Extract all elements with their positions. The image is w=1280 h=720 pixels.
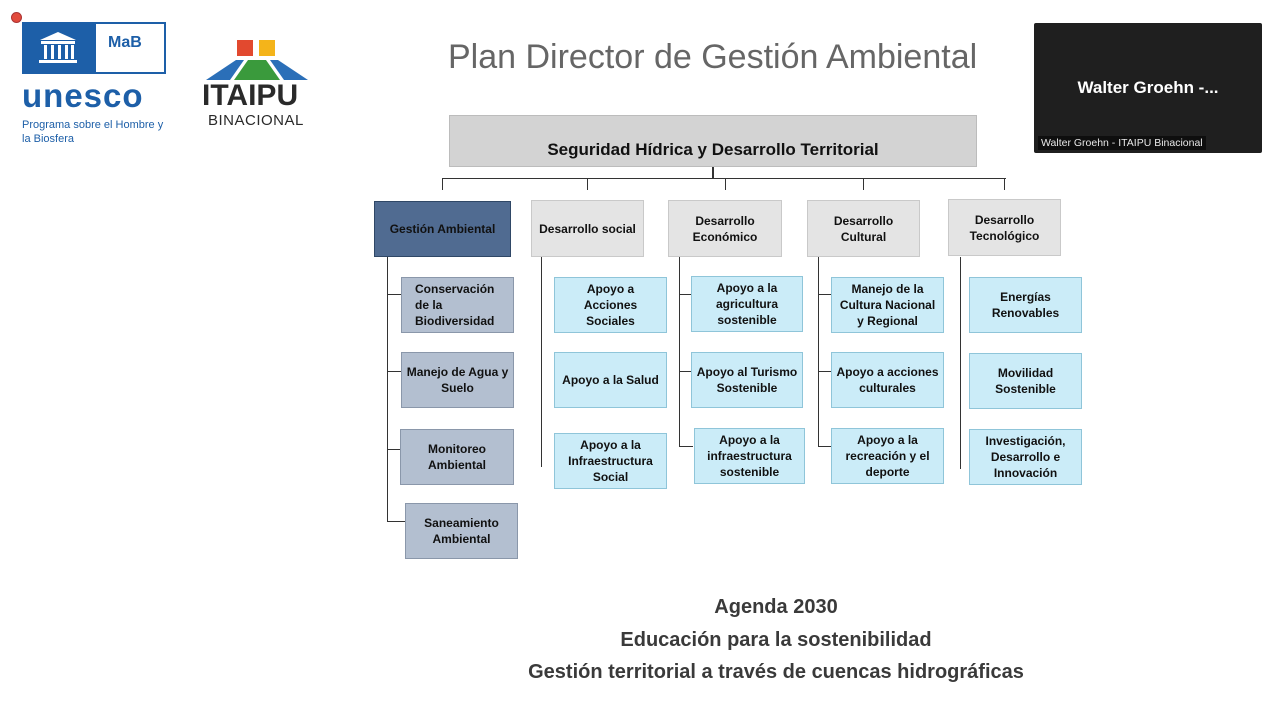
unesco-wordmark: unesco (22, 77, 144, 114)
connector-col-1-child-1 (387, 294, 401, 295)
connector-col-1 (442, 178, 443, 190)
itaipu-wordmark: ITAIPU (202, 79, 299, 112)
org-child-box: Saneamiento Ambiental (405, 503, 518, 559)
connector-col-4-trunk (818, 257, 819, 447)
connector-bus (442, 178, 1006, 179)
participant-video-tile[interactable] (1034, 23, 1262, 153)
footer-territorial: Gestión territorial a través de cuencas hidrográficas (528, 661, 1024, 683)
connector-col-2-trunk (541, 257, 542, 467)
org-child-box: Energías Renovables (969, 277, 1082, 333)
org-child-box: Movilidad Sostenible (969, 353, 1082, 409)
org-head-desarrollo-economico: Desarrollo Económico (668, 200, 782, 257)
unesco-temple-icon (22, 22, 94, 74)
participant-caption: Walter Groehn - ITAIPU Binacional (1038, 136, 1206, 150)
org-child-box: Apoyo a la agricultura sostenible (691, 276, 803, 332)
org-child-box: Apoyo al Turismo Sostenible (691, 352, 803, 408)
temple-icon (24, 24, 92, 72)
connector-root (712, 167, 714, 178)
slide-title: Plan Director de Gestión Ambiental (448, 38, 978, 76)
connector-col-3-child-1 (679, 294, 691, 295)
org-root-box: Seguridad Hídrica y Desarrollo Territorial (449, 115, 977, 167)
connector-col-2 (587, 178, 588, 190)
org-child-box: Apoyo a la Salud (554, 352, 667, 408)
recording-indicator-icon (11, 12, 22, 23)
org-child-box: Apoyo a la recreación y el deporte (831, 428, 944, 484)
org-child-box: Conservación de la Biodiversidad (401, 277, 514, 333)
connector-col-1-trunk (387, 257, 388, 522)
org-head-desarrollo-cultural: Desarrollo Cultural (807, 200, 920, 257)
mab-text: MaB (108, 34, 142, 51)
footer-agenda: Agenda 2030 (714, 596, 838, 618)
itaipu-logo (200, 38, 314, 130)
unesco-subtitle: Programa sobre el Hombre y la Biosfera (22, 119, 164, 145)
org-child-box: Apoyo a la Infraestructura Social (554, 433, 667, 489)
participant-name: Walter Groehn -... (1077, 78, 1219, 97)
connector-col-1-child-3 (387, 449, 401, 450)
connector-col-4-child-2 (818, 371, 831, 372)
connector-col-5-trunk (960, 257, 961, 469)
org-child-box: Apoyo a acciones culturales (831, 352, 944, 408)
itaipu-subtitle: BINACIONAL (208, 112, 304, 129)
org-child-box: Apoyo a la infraestructura sostenible (694, 428, 805, 484)
mab-logo (94, 22, 166, 74)
connector-col-3-trunk (679, 257, 680, 447)
connector-col-3-child-2 (679, 371, 691, 372)
footer-education: Educación para la sostenibilidad (620, 629, 932, 651)
org-head-desarrollo-social: Desarrollo social (531, 200, 644, 257)
connector-col-1-child-4 (387, 521, 405, 522)
connector-col-3-child-3 (679, 446, 693, 447)
org-child-box: Manejo de Agua y Suelo (401, 352, 514, 408)
connector-col-4-child-1 (818, 294, 831, 295)
connector-col-3 (725, 178, 726, 190)
org-child-box: Monitoreo Ambiental (400, 429, 514, 485)
itaipu-emblem-icon (200, 38, 314, 82)
unesco-logo (22, 22, 168, 148)
connector-col-4 (863, 178, 864, 190)
org-head-gestion-ambiental: Gestión Ambiental (374, 201, 511, 257)
connector-col-4-child-3 (818, 446, 831, 447)
org-head-desarrollo-tecnologico: Desarrollo Tecnológico (948, 199, 1061, 256)
org-child-box: Apoyo a Acciones Sociales (554, 277, 667, 333)
connector-col-5 (1004, 178, 1005, 190)
org-child-box: Investigación, Desarrollo e Innovación (969, 429, 1082, 485)
org-child-box: Manejo de la Cultura Nacional y Regional (831, 277, 944, 333)
connector-col-1-child-2 (387, 371, 401, 372)
